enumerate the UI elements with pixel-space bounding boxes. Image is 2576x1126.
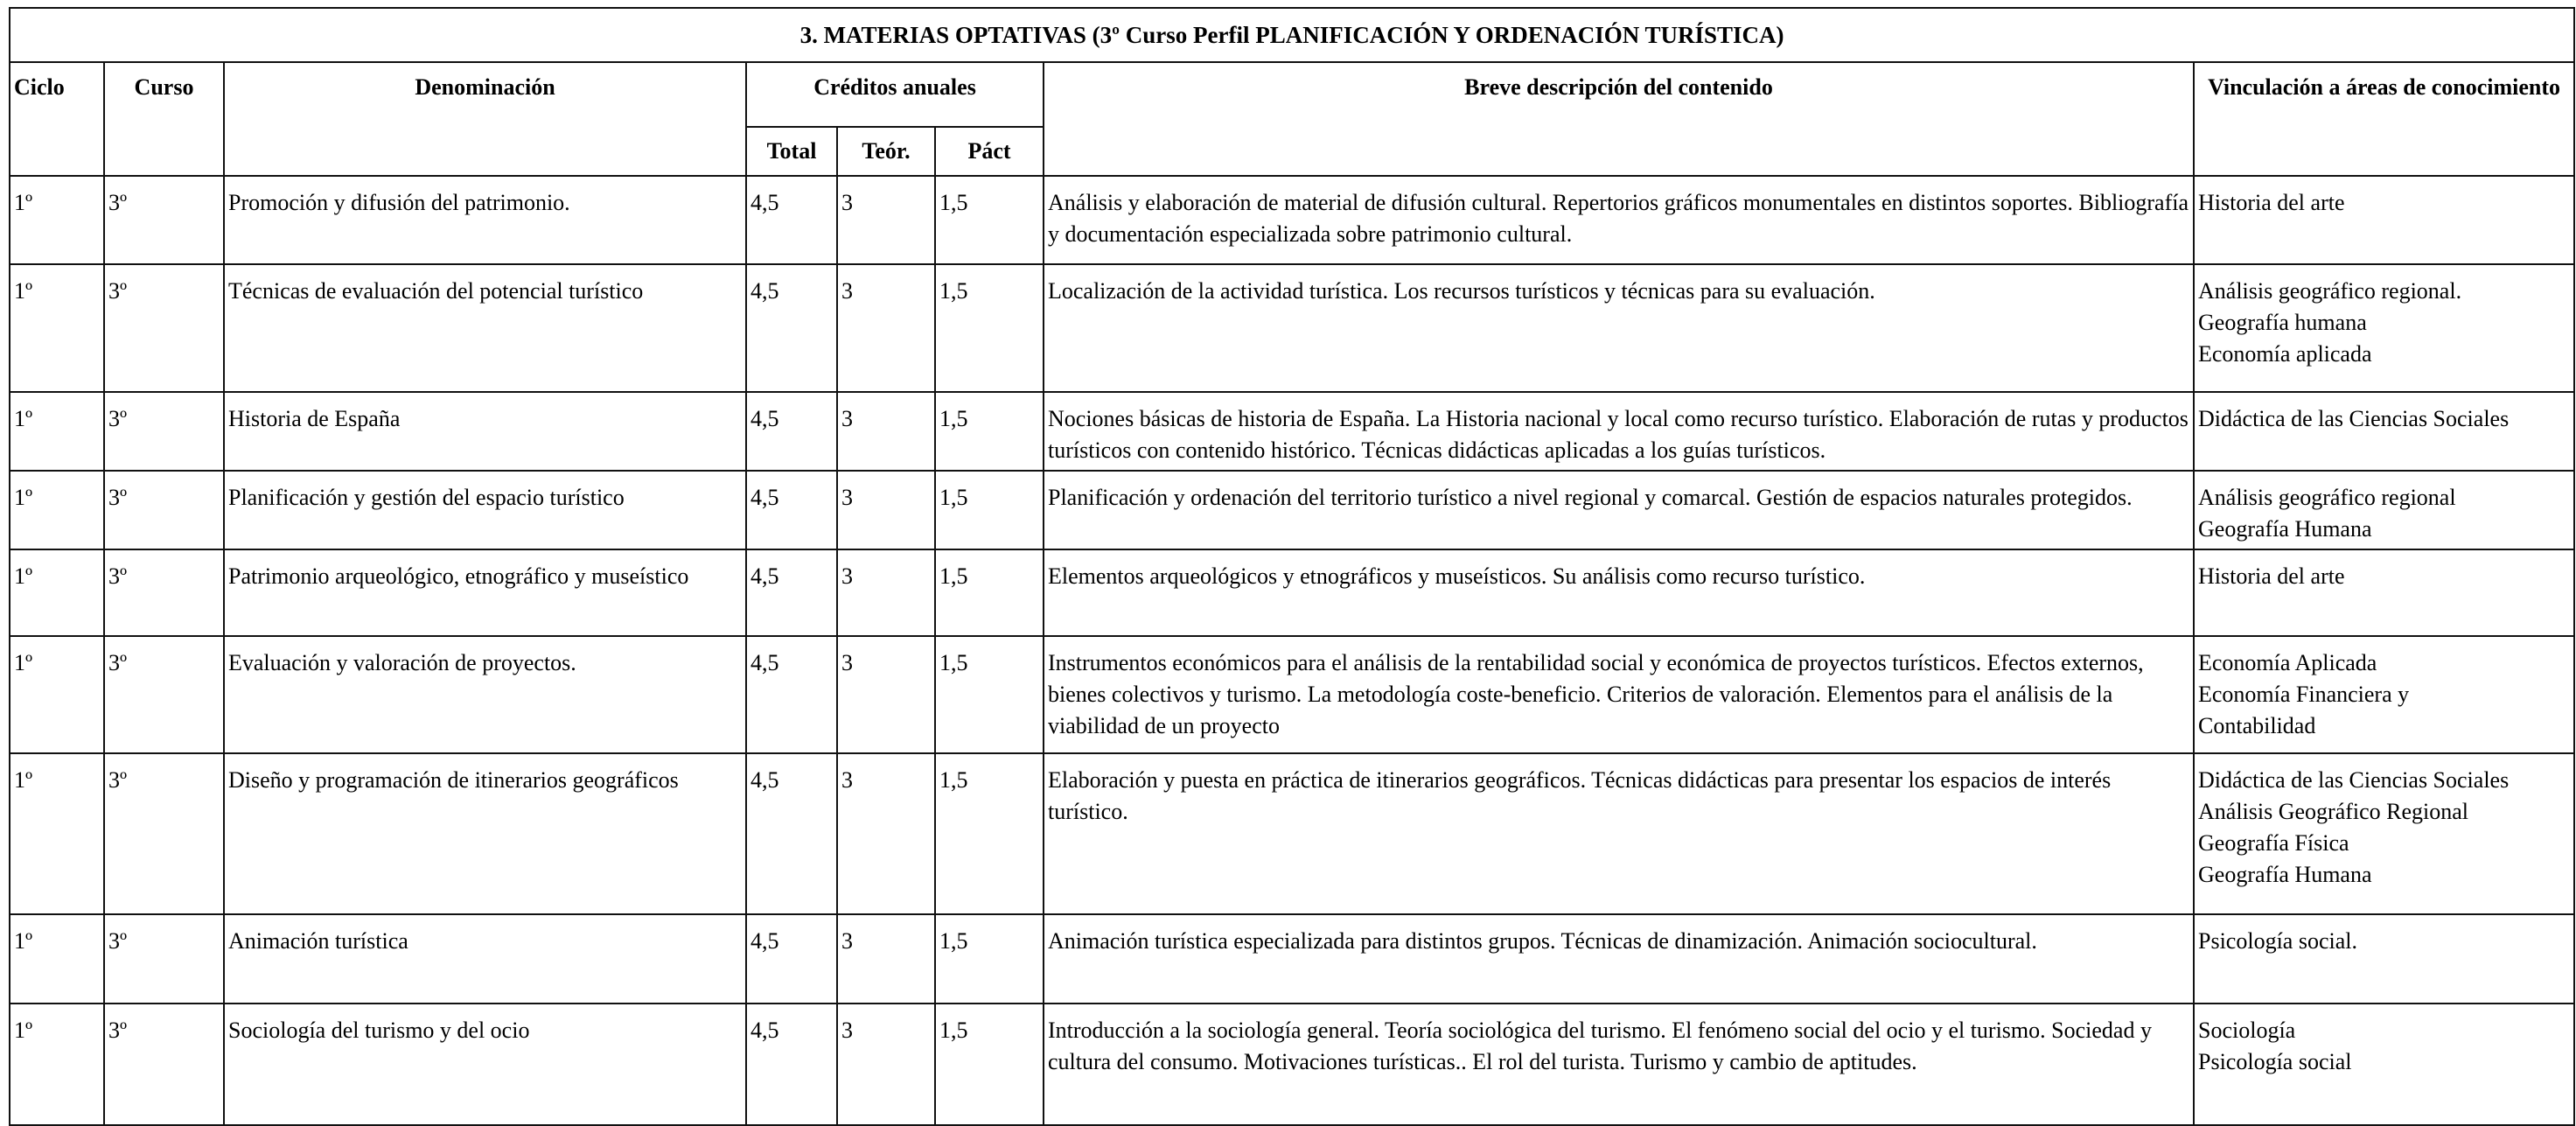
cell-total: 4,5 [746, 636, 837, 753]
area-item: Geografía humana [2198, 310, 2367, 335]
cell-total: 4,5 [746, 914, 837, 1004]
cell-areas [2194, 176, 2574, 264]
table-row [10, 471, 2574, 549]
header-creditos: Créditos anuales [746, 62, 1044, 127]
cell-areas [2194, 392, 2574, 471]
cell-descripcion: Instrumentos económicos para el análisis de la rentabilidad social y económica de proyectos turísticos. Efectos externos, bienes colectivos y turismo. La metodología coste-beneficio. Criterios de valoración. Elementos para el análisis de la viabilidad de un proyecto [1044, 636, 2194, 753]
area-item: Economía Financiera y [2198, 682, 2410, 707]
cell-areas [2194, 753, 2574, 914]
cell-curso: 3º [104, 176, 224, 264]
cell-teor: 3 [837, 264, 935, 392]
cell-descripcion: Localización de la actividad turística. Los recursos turísticos y técnicas para su evaluación. [1044, 264, 2194, 392]
cell-ciclo: 1º [10, 392, 104, 471]
cell-areas [2194, 636, 2574, 753]
cell-pract: 1,5 [935, 636, 1044, 753]
cell-descripcion: Elementos arqueológicos y etnográficos y museísticos. Su análisis como recurso turístico. [1044, 549, 2194, 636]
header-curso: Curso [104, 62, 224, 176]
cell-total: 4,5 [746, 392, 837, 471]
area-item: Contabilidad [2198, 713, 2316, 738]
cell-denominacion: Historia de España [224, 392, 746, 471]
table-row [10, 1004, 2574, 1125]
table-title: 3. MATERIAS OPTATIVAS (3º Curso Perfil PLANIFICACIÓN Y ORDENACIÓN TURÍSTICA) [10, 8, 2574, 62]
table-row [10, 636, 2574, 753]
cell-ciclo: 1º [10, 914, 104, 1004]
cell-pract: 1,5 [935, 549, 1044, 636]
cell-areas [2194, 1004, 2574, 1125]
cell-denominacion: Sociología del turismo y del ocio [224, 1004, 746, 1125]
cell-pract: 1,5 [935, 1004, 1044, 1125]
cell-total: 4,5 [746, 753, 837, 914]
cell-ciclo: 1º [10, 636, 104, 753]
table-row [10, 264, 2574, 392]
area-item: Historia del arte [2198, 563, 2345, 589]
area-item: Análisis Geográfico Regional [2198, 799, 2469, 824]
cell-denominacion: Evaluación y valoración de proyectos. [224, 636, 746, 753]
area-item: Psicología social. [2198, 928, 2357, 954]
table-row [10, 914, 2574, 1004]
cell-areas [2194, 549, 2574, 636]
cell-ciclo: 1º [10, 176, 104, 264]
cell-areas [2194, 471, 2574, 549]
cell-teor: 3 [837, 1004, 935, 1125]
cell-curso: 3º [104, 1004, 224, 1125]
area-item: Geografía Física [2198, 830, 2349, 856]
cell-total: 4,5 [746, 471, 837, 549]
cell-total: 4,5 [746, 176, 837, 264]
cell-pract: 1,5 [935, 264, 1044, 392]
table-row [10, 392, 2574, 471]
header-total: Total [746, 127, 837, 176]
area-item: Didáctica de las Ciencias Sociales [2198, 767, 2510, 793]
cell-denominacion: Planificación y gestión del espacio turístico [224, 471, 746, 549]
cell-areas [2194, 264, 2574, 392]
area-item: Economía Aplicada [2198, 650, 2377, 675]
area-item: Análisis geográfico regional. [2198, 278, 2462, 304]
optional-subjects-table [9, 7, 2575, 1126]
header-denominacion: Denominación [224, 62, 746, 176]
cell-denominacion: Promoción y difusión del patrimonio. [224, 176, 746, 264]
cell-ciclo: 1º [10, 753, 104, 914]
cell-teor: 3 [837, 471, 935, 549]
cell-teor: 3 [837, 392, 935, 471]
cell-curso: 3º [104, 636, 224, 753]
cell-curso: 3º [104, 914, 224, 1004]
cell-areas [2194, 914, 2574, 1004]
cell-teor: 3 [837, 176, 935, 264]
cell-pract: 1,5 [935, 176, 1044, 264]
cell-descripcion: Animación turística especializada para distintos grupos. Técnicas de dinamización. Animación sociocultural. [1044, 914, 2194, 1004]
table-row [10, 753, 2574, 914]
header-vinculacion: Vinculación a áreas de conocimiento [2194, 62, 2574, 176]
cell-total: 4,5 [746, 549, 837, 636]
cell-curso: 3º [104, 392, 224, 471]
cell-pract: 1,5 [935, 392, 1044, 471]
area-item: Psicología social [2198, 1049, 2352, 1074]
area-item: Análisis geográfico regional [2198, 485, 2456, 510]
cell-curso: 3º [104, 753, 224, 914]
cell-teor: 3 [837, 549, 935, 636]
cell-pract: 1,5 [935, 753, 1044, 914]
cell-total: 4,5 [746, 264, 837, 392]
cell-denominacion: Animación turística [224, 914, 746, 1004]
header-descripcion: Breve descripción del contenido [1044, 62, 2194, 176]
cell-descripcion: Introducción a la sociología general. Teoría sociológica del turismo. El fenómeno social del ocio y el turismo. Sociedad y cultura del consumo. Motivaciones turísticas.. El rol del turista. Turismo y cambio de aptitudes. [1044, 1004, 2194, 1125]
area-item: Historia del arte [2198, 190, 2345, 215]
cell-teor: 3 [837, 636, 935, 753]
area-item: Sociología [2198, 1018, 2296, 1043]
cell-ciclo: 1º [10, 1004, 104, 1125]
area-item: Economía aplicada [2198, 341, 2372, 367]
cell-ciclo: 1º [10, 264, 104, 392]
cell-pract: 1,5 [935, 914, 1044, 1004]
cell-curso: 3º [104, 264, 224, 392]
header-pract: Páct [935, 127, 1044, 176]
cell-descripcion: Nociones básicas de historia de España. La Historia nacional y local como recurso turístico. Elaboración de rutas y productos turísticos con contenido histórico. Técnicas didácticas aplicadas a los guías turísticos. [1044, 392, 2194, 471]
cell-curso: 3º [104, 549, 224, 636]
cell-curso: 3º [104, 471, 224, 549]
header-teor: Teór. [837, 127, 935, 176]
area-item: Geografía Humana [2198, 862, 2372, 887]
cell-teor: 3 [837, 914, 935, 1004]
cell-descripcion: Planificación y ordenación del territorio turístico a nivel regional y comarcal. Gestión de espacios naturales protegidos. [1044, 471, 2194, 549]
cell-pract: 1,5 [935, 471, 1044, 549]
table-row [10, 549, 2574, 636]
cell-teor: 3 [837, 753, 935, 914]
cell-descripcion: Análisis y elaboración de material de difusión cultural. Repertorios gráficos monumentales en distintos soportes. Bibliografía y documentación especializada sobre patrimonio cultural. [1044, 176, 2194, 264]
cell-denominacion: Diseño y programación de itinerarios geográficos [224, 753, 746, 914]
area-item: Geografía Humana [2198, 516, 2372, 542]
header-ciclo: Ciclo [10, 62, 104, 176]
table-row [10, 176, 2574, 264]
cell-denominacion: Técnicas de evaluación del potencial turístico [224, 264, 746, 392]
area-item: Didáctica de las Ciencias Sociales [2198, 406, 2510, 431]
cell-ciclo: 1º [10, 471, 104, 549]
cell-denominacion: Patrimonio arqueológico, etnográfico y museístico [224, 549, 746, 636]
cell-descripcion: Elaboración y puesta en práctica de itinerarios geográficos. Técnicas didácticas para presentar los espacios de interés turístico. [1044, 753, 2194, 914]
cell-total: 4,5 [746, 1004, 837, 1125]
cell-ciclo: 1º [10, 549, 104, 636]
